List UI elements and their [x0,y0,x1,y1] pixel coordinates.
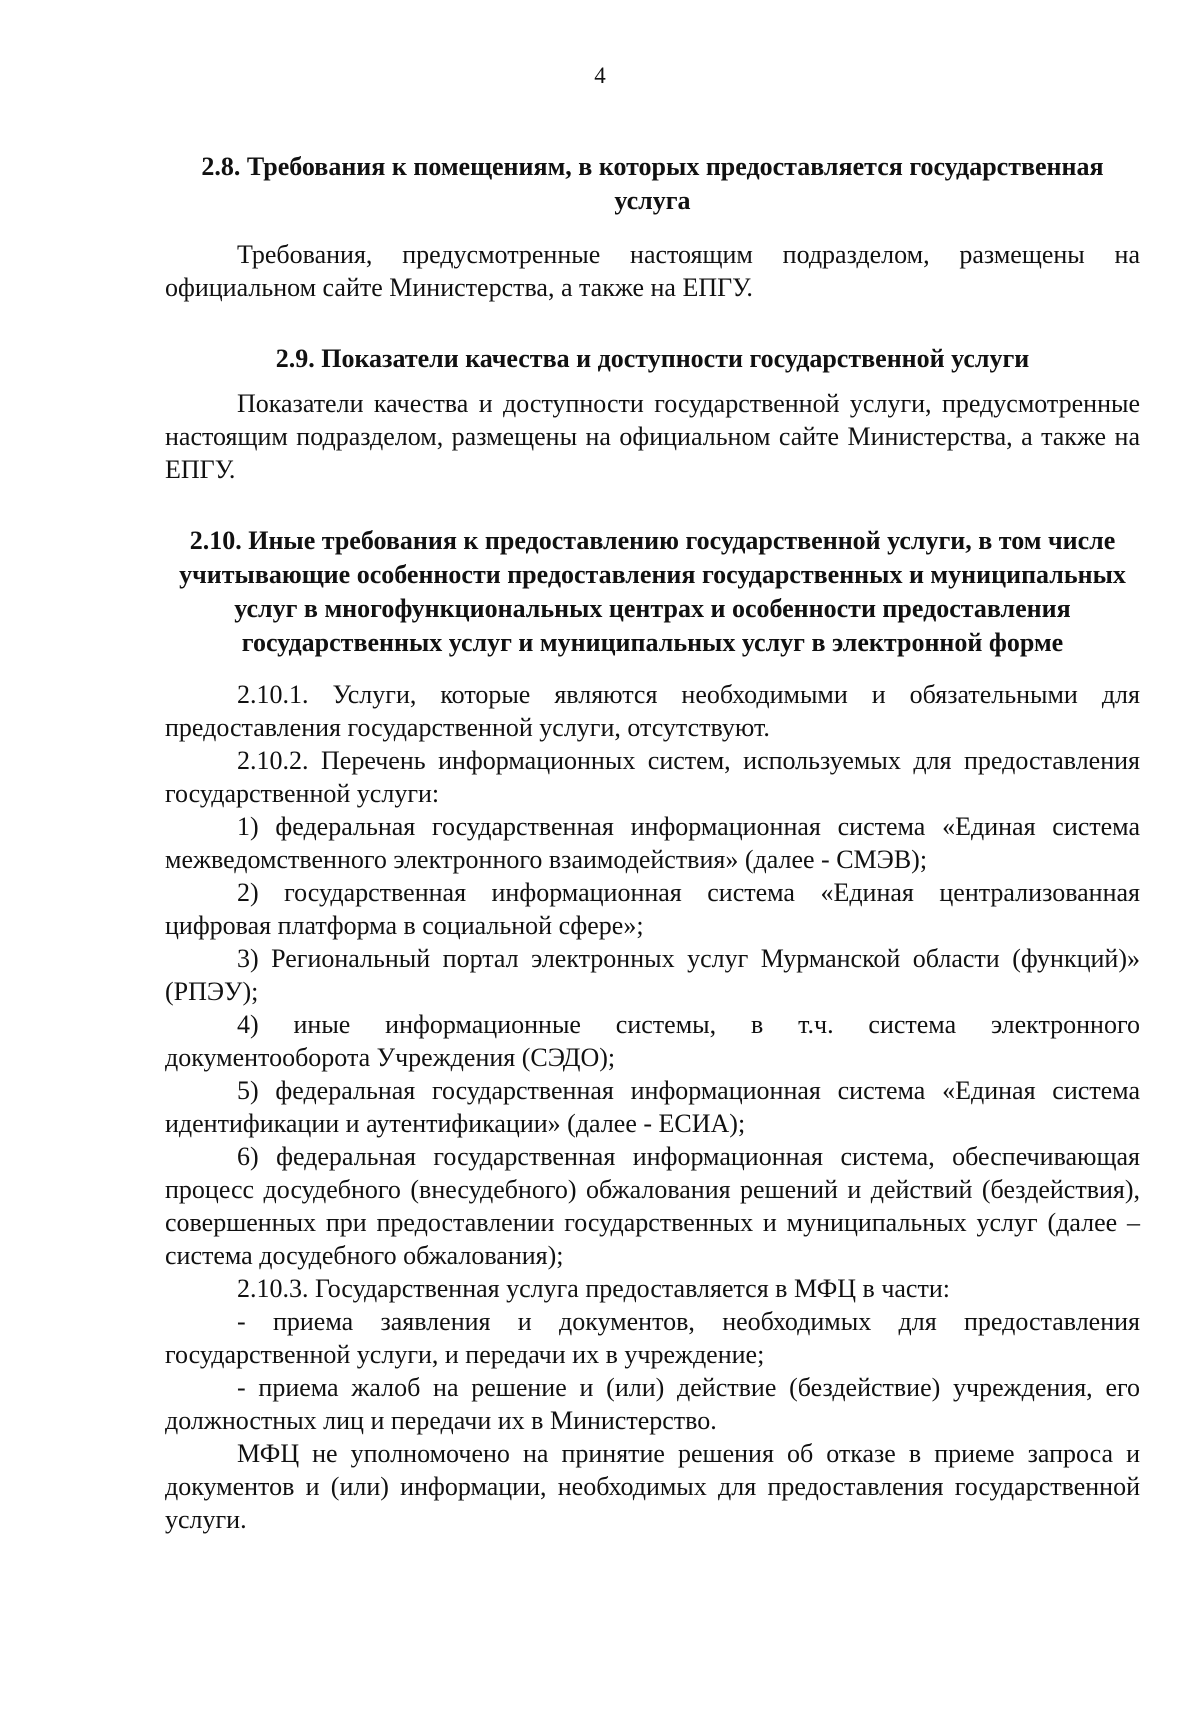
mfc-item-complaints: - приема жалоб на решение и (или) действие (бездействие) учреждения, его должностных лиц и передачи их в Министерство. [165,1373,1140,1435]
mfc-limitation-paragraph: МФЦ не уполномочено на принятие решения об отказе в приеме запроса и документов и (или) информации, необходимых для предоставления государственной услуги. [165,1439,1140,1534]
document-body [165,150,1140,1536]
section-heading-2-9: 2.9. Показатели качества и доступности государственной услуги [275,344,1030,373]
section-heading-2-10: 2.10. Иные требования к предоставлению государственной услуги, в том числе учитывающие особенности предоставления государственных и муниципальных услуг в многофункциональных центрах и особенности предоставления государственных услуг и муниципальных услуг в электронной форме [179,526,1126,657]
mfc-item-applications: - приема заявления и документов, необходимых для предоставления государственной услуги, и передачи их в учреждение; [165,1307,1140,1369]
list-item-rpeu: 3) Региональный портал электронных услуг Мурманской области (функций)» (РПЭУ); [165,944,1140,1006]
paragraph-2-10-1: 2.10.1. Услуги, которые являются необходимыми и обязательными для предоставления государственной услуги, отсутствуют. [165,680,1140,742]
list-item-smev: 1) федеральная государственная информационная система «Единая система межведомственного электронного взаимодействия» (далее - СМЭВ); [165,812,1140,874]
section-2-8-paragraph: Требования, предусмотренные настоящим подразделом, размещены на официальном сайте Министерства, а также на ЕПГУ. [165,240,1140,302]
page-number: 4 [594,63,606,88]
section-heading-2-8: 2.8. Требования к помещениям, в которых предоставляется государственная услуга [201,152,1104,215]
list-item-social-platform: 2) государственная информационная система «Единая централизованная цифровая платформа в социальной сфере»; [165,878,1140,940]
list-item-sedo: 4) иные информационные системы, в т.ч. система электронного документооборота Учреждения (СЭДО); [165,1010,1140,1072]
list-item-esia: 5) федеральная государственная информационная система «Единая система идентификации и аутентификации» (далее - ЕСИА); [165,1076,1140,1138]
list-item-appeal-system: 6) федеральная государственная информационная система, обеспечивающая процесс досудебного (внесудебного) обжалования решений и действий (бездействия), совершенных при предоставлении государственных и муниципальных услуг (далее – система досудебного обжалования); [165,1142,1140,1270]
paragraph-2-10-3: 2.10.3. Государственная услуга предоставляется в МФЦ в части: [237,1274,950,1303]
paragraph-2-10-2: 2.10.2. Перечень информационных систем, используемых для предоставления государственной услуги: [165,746,1140,808]
section-2-9-paragraph: Показатели качества и доступности государственной услуги, предусмотренные настоящим подразделом, размещены на официальном сайте Министерства, а также на ЕПГУ. [165,389,1140,484]
